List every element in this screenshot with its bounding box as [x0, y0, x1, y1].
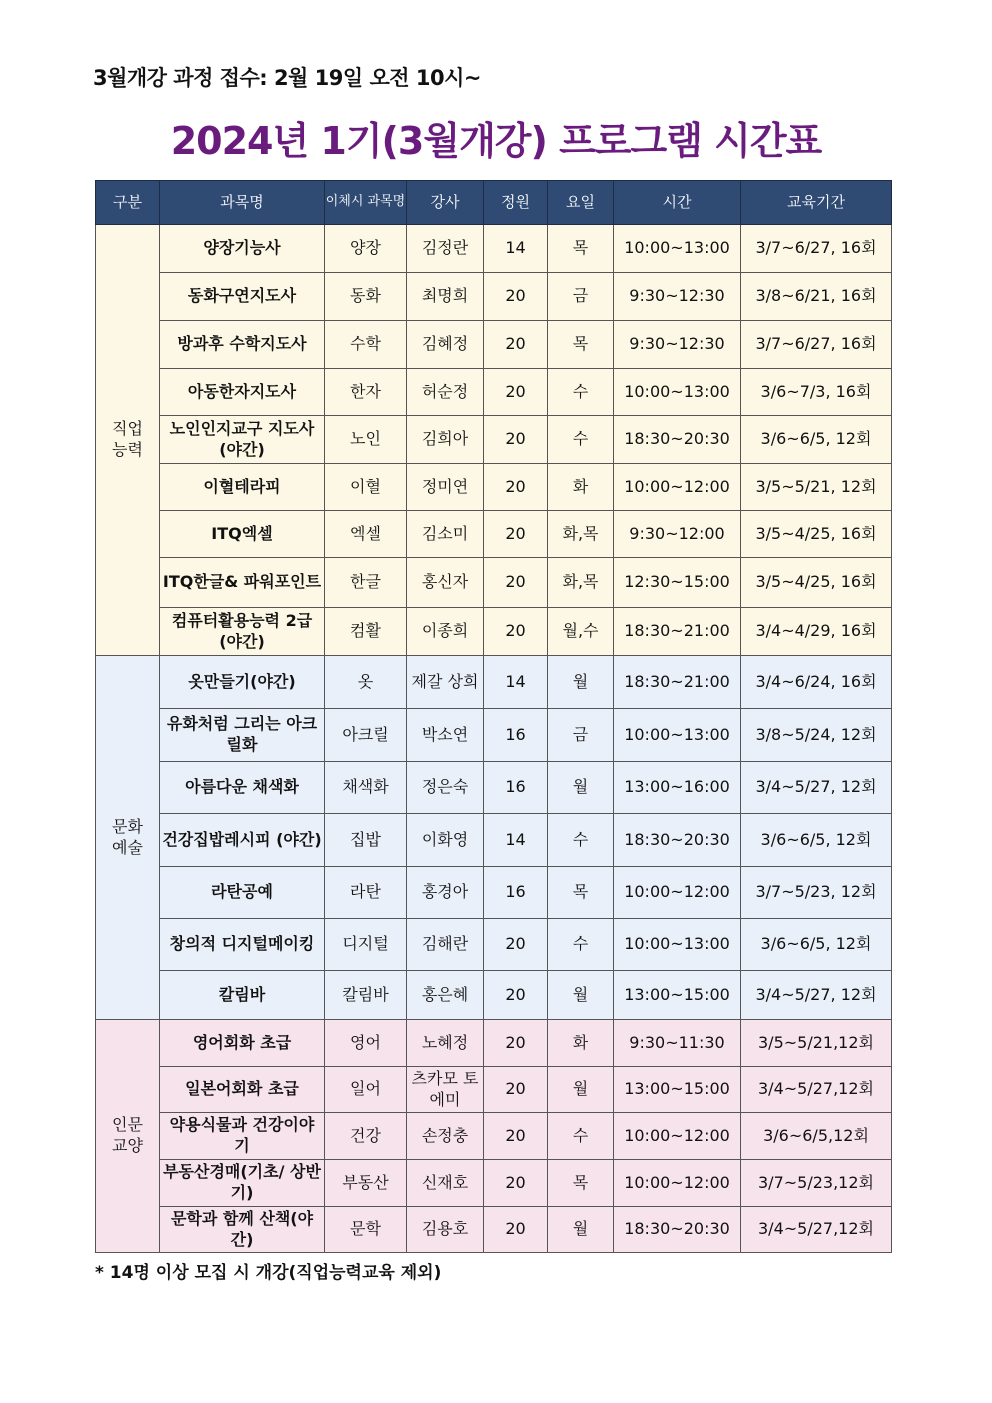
header-day: 요일: [548, 181, 614, 225]
capacity-cell: 20: [484, 558, 548, 608]
course-name-cell: 이혈테라피: [160, 464, 325, 511]
short-name-cell: 양장: [325, 225, 407, 273]
short-name-cell: 수학: [325, 321, 407, 369]
time-cell: 10:00~12:00: [614, 867, 741, 919]
table-row: [96, 867, 892, 919]
instructor-name-cell: 츠카모 토에미: [407, 1067, 484, 1113]
short-name-cell: 부동산: [325, 1160, 407, 1207]
short-name-cell: 칼림바: [325, 971, 407, 1020]
period-cell: 3/4~5/27, 12회: [741, 762, 892, 814]
instructor-name-cell: 박소연: [407, 709, 484, 762]
short-name-cell: 일어: [325, 1067, 407, 1113]
day-cell: 수: [548, 814, 614, 867]
course-name-cell: 컴퓨터활용능력 2급(야간): [160, 608, 325, 656]
capacity-cell: 20: [484, 273, 548, 321]
capacity-cell: 14: [484, 225, 548, 273]
page-title: 2024년 1기(3월개강) 프로그램 시간표: [170, 119, 822, 163]
table-row: [96, 511, 892, 558]
time-cell: 12:30~15:00: [614, 558, 741, 608]
header-short-name: 이체시 과목명: [325, 181, 407, 225]
course-name-cell: ITQ엑셀: [160, 511, 325, 558]
day-cell: 월: [548, 762, 614, 814]
instructor-name-cell: 홍신자: [407, 558, 484, 608]
registration-notice: 3월개강 과정 접수: 2월 19일 오전 10시~: [93, 66, 481, 90]
period-cell: 3/6~6/5, 12회: [741, 416, 892, 464]
short-name-cell: 아크릴: [325, 709, 407, 762]
capacity-cell: 20: [484, 369, 548, 416]
day-cell: 금: [548, 273, 614, 321]
time-cell: 9:30~12:30: [614, 321, 741, 369]
short-name-cell: 라탄: [325, 867, 407, 919]
time-cell: 18:30~20:30: [614, 416, 741, 464]
day-cell: 월: [548, 1207, 614, 1253]
header-capacity: 정원: [484, 181, 548, 225]
day-cell: 수: [548, 369, 614, 416]
instructor-name-cell: 김해란: [407, 919, 484, 971]
course-name-cell: 양장기능사: [160, 225, 325, 273]
day-cell: 화,목: [548, 511, 614, 558]
period-cell: 3/5~5/21, 12회: [741, 464, 892, 511]
instructor-name-cell: 김혜정: [407, 321, 484, 369]
table-row: [96, 1160, 892, 1207]
category-cell: 문화 예술: [96, 656, 160, 1020]
course-name-cell: 건강집밥레시피 (야간): [160, 814, 325, 867]
course-name-cell: 창의적 디지털메이킹: [160, 919, 325, 971]
short-name-cell: 이혈: [325, 464, 407, 511]
table-row: [96, 558, 892, 608]
period-cell: 3/7~5/23, 12회: [741, 867, 892, 919]
day-cell: 화: [548, 464, 614, 511]
capacity-cell: 16: [484, 709, 548, 762]
day-cell: 수: [548, 416, 614, 464]
period-cell: 3/8~5/24, 12회: [741, 709, 892, 762]
short-name-cell: 문학: [325, 1207, 407, 1253]
capacity-cell: 20: [484, 416, 548, 464]
table-row: [96, 464, 892, 511]
period-cell: 3/5~5/21,12회: [741, 1020, 892, 1067]
table-row: [96, 416, 892, 464]
category-cell: 인문 교양: [96, 1020, 160, 1253]
instructor-name-cell: 허순정: [407, 369, 484, 416]
period-cell: 3/5~4/25, 16회: [741, 511, 892, 558]
table-row: [96, 1020, 892, 1067]
instructor-name-cell: 홍경아: [407, 867, 484, 919]
day-cell: 목: [548, 321, 614, 369]
table-row: [96, 225, 892, 273]
table-header-row: [96, 181, 892, 225]
instructor-name-cell: 신재호: [407, 1160, 484, 1207]
short-name-cell: 채색화: [325, 762, 407, 814]
time-cell: 18:30~21:00: [614, 656, 741, 709]
schedule-table: [95, 180, 892, 1253]
period-cell: 3/7~6/27, 16회: [741, 225, 892, 273]
instructor-name-cell: 제갈 상희: [407, 656, 484, 709]
header-time: 시간: [614, 181, 741, 225]
instructor-name-cell: 김소미: [407, 511, 484, 558]
instructor-name-cell: 김희아: [407, 416, 484, 464]
short-name-cell: 옷: [325, 656, 407, 709]
period-cell: 3/6~6/5, 12회: [741, 919, 892, 971]
course-name-cell: 아동한자지도사: [160, 369, 325, 416]
capacity-cell: 14: [484, 656, 548, 709]
header-category: 구분: [96, 181, 160, 225]
day-cell: 화,목: [548, 558, 614, 608]
capacity-cell: 16: [484, 762, 548, 814]
course-name-cell: 영어회화 초급: [160, 1020, 325, 1067]
period-cell: 3/4~5/27,12회: [741, 1067, 892, 1113]
day-cell: 월,수: [548, 608, 614, 656]
course-name-cell: 아름다운 채색화: [160, 762, 325, 814]
header-period: 교육기간: [741, 181, 892, 225]
day-cell: 월: [548, 1067, 614, 1113]
capacity-cell: 20: [484, 1113, 548, 1160]
table-row: [96, 762, 892, 814]
short-name-cell: 컴활: [325, 608, 407, 656]
instructor-name-cell: 정미연: [407, 464, 484, 511]
table-row: [96, 709, 892, 762]
period-cell: 3/5~4/25, 16회: [741, 558, 892, 608]
header-instructor: 강사: [407, 181, 484, 225]
table-row: [96, 919, 892, 971]
instructor-name-cell: 이종희: [407, 608, 484, 656]
period-cell: 3/4~5/27,12회: [741, 1207, 892, 1253]
time-cell: 13:00~15:00: [614, 971, 741, 1020]
time-cell: 10:00~12:00: [614, 464, 741, 511]
time-cell: 10:00~13:00: [614, 225, 741, 273]
short-name-cell: 노인: [325, 416, 407, 464]
capacity-cell: 20: [484, 511, 548, 558]
period-cell: 3/8~6/21, 16회: [741, 273, 892, 321]
table-row: [96, 814, 892, 867]
time-cell: 9:30~12:00: [614, 511, 741, 558]
period-cell: 3/4~5/27, 12회: [741, 971, 892, 1020]
instructor-name-cell: 손정충: [407, 1113, 484, 1160]
header-course: 과목명: [160, 181, 325, 225]
short-name-cell: 한글: [325, 558, 407, 608]
time-cell: 18:30~21:00: [614, 608, 741, 656]
course-name-cell: 약용식물과 건강이야기: [160, 1113, 325, 1160]
table-row: [96, 608, 892, 656]
time-cell: 18:30~20:30: [614, 1207, 741, 1253]
instructor-name-cell: 노혜정: [407, 1020, 484, 1067]
table-row: [96, 273, 892, 321]
table-row: [96, 1113, 892, 1160]
course-name-cell: ITQ한글& 파워포인트: [160, 558, 325, 608]
period-cell: 3/4~6/24, 16회: [741, 656, 892, 709]
day-cell: 월: [548, 971, 614, 1020]
capacity-cell: 20: [484, 1207, 548, 1253]
time-cell: 10:00~12:00: [614, 1160, 741, 1207]
time-cell: 10:00~12:00: [614, 1113, 741, 1160]
course-name-cell: 칼림바: [160, 971, 325, 1020]
course-name-cell: 문학과 함께 산책(야간): [160, 1207, 325, 1253]
footnote: * 14명 이상 모집 시 개강(직업능력교육 제외): [95, 1263, 442, 1283]
time-cell: 9:30~11:30: [614, 1020, 741, 1067]
course-name-cell: 일본어회화 초급: [160, 1067, 325, 1113]
time-cell: 10:00~13:00: [614, 709, 741, 762]
capacity-cell: 20: [484, 919, 548, 971]
course-name-cell: 라탄공예: [160, 867, 325, 919]
time-cell: 13:00~15:00: [614, 1067, 741, 1113]
short-name-cell: 디지털: [325, 919, 407, 971]
day-cell: 월: [548, 656, 614, 709]
capacity-cell: 20: [484, 1020, 548, 1067]
table-row: [96, 971, 892, 1020]
instructor-name-cell: 최명희: [407, 273, 484, 321]
capacity-cell: 20: [484, 608, 548, 656]
table-row: [96, 321, 892, 369]
course-name-cell: 노인인지교구 지도사(야간): [160, 416, 325, 464]
day-cell: 수: [548, 1113, 614, 1160]
day-cell: 금: [548, 709, 614, 762]
period-cell: 3/6~6/5,12회: [741, 1113, 892, 1160]
table-row: [96, 369, 892, 416]
course-name-cell: 옷만들기(야간): [160, 656, 325, 709]
capacity-cell: 20: [484, 1067, 548, 1113]
short-name-cell: 동화: [325, 273, 407, 321]
day-cell: 목: [548, 1160, 614, 1207]
short-name-cell: 집밥: [325, 814, 407, 867]
time-cell: 10:00~13:00: [614, 369, 741, 416]
instructor-name-cell: 김용호: [407, 1207, 484, 1253]
table-row: [96, 1067, 892, 1113]
time-cell: 18:30~20:30: [614, 814, 741, 867]
instructor-name-cell: 이화영: [407, 814, 484, 867]
period-cell: 3/7~6/27, 16회: [741, 321, 892, 369]
capacity-cell: 20: [484, 464, 548, 511]
day-cell: 화: [548, 1020, 614, 1067]
day-cell: 수: [548, 919, 614, 971]
instructor-name-cell: 홍은혜: [407, 971, 484, 1020]
short-name-cell: 건강: [325, 1113, 407, 1160]
capacity-cell: 20: [484, 1160, 548, 1207]
instructor-name-cell: 김정란: [407, 225, 484, 273]
capacity-cell: 14: [484, 814, 548, 867]
capacity-cell: 16: [484, 867, 548, 919]
category-cell: 직업 능력: [96, 225, 160, 656]
table-row: [96, 1207, 892, 1253]
time-cell: 10:00~13:00: [614, 919, 741, 971]
course-name-cell: 동화구연지도사: [160, 273, 325, 321]
short-name-cell: 한자: [325, 369, 407, 416]
period-cell: 3/6~6/5, 12회: [741, 814, 892, 867]
table-row: [96, 656, 892, 709]
short-name-cell: 영어: [325, 1020, 407, 1067]
capacity-cell: 20: [484, 971, 548, 1020]
day-cell: 목: [548, 867, 614, 919]
period-cell: 3/6~7/3, 16회: [741, 369, 892, 416]
period-cell: 3/4~4/29, 16회: [741, 608, 892, 656]
instructor-name-cell: 정은숙: [407, 762, 484, 814]
short-name-cell: 엑셀: [325, 511, 407, 558]
time-cell: 13:00~16:00: [614, 762, 741, 814]
course-name-cell: 부동산경매(기초/ 상반기): [160, 1160, 325, 1207]
time-cell: 9:30~12:30: [614, 273, 741, 321]
period-cell: 3/7~5/23,12회: [741, 1160, 892, 1207]
course-name-cell: 방과후 수학지도사: [160, 321, 325, 369]
course-name-cell: 유화처럼 그리는 아크릴화: [160, 709, 325, 762]
day-cell: 목: [548, 225, 614, 273]
capacity-cell: 20: [484, 321, 548, 369]
